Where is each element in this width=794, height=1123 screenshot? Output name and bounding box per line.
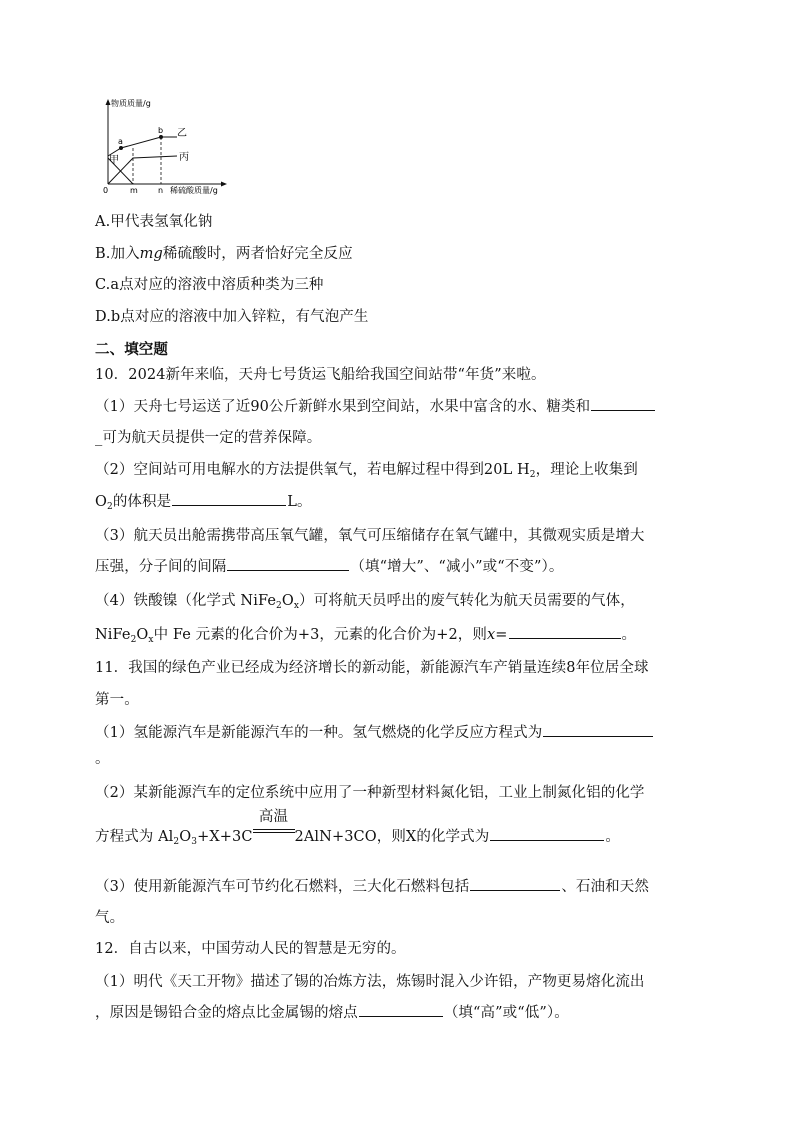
q10-part3-line2: 压强，分子间的间隔 （填“增大”、“减小”或“不变”）。	[95, 555, 563, 576]
q12-stem: 12．自古以来，中国劳动人民的智慧是无穷的。	[95, 941, 406, 957]
label-jia: 甲	[109, 155, 119, 166]
answer-blank[interactable]	[543, 722, 653, 737]
equation-condition-bars	[253, 809, 295, 841]
option-a: A.甲代表氢氧化钠	[95, 214, 213, 230]
option-c: C.a点对应的溶液中溶质种类为三种	[95, 277, 324, 293]
q11-part1-line1: （1）氢能源汽车是新能源汽车的一种。氢气燃烧的化学反应方程式为	[95, 721, 654, 742]
q11-part3-line2: 气。	[95, 910, 125, 926]
q10-part4-line1: （4）铁酸镍（化学式 $NiFe_2O_x$）可将航天员呼出的废气转化为航天员需要的气体，	[95, 593, 635, 611]
q11-stem-line2: 第一。	[95, 692, 139, 708]
answer-blank[interactable]	[509, 624, 621, 639]
option-d: D.b点对应的溶液中加入锌粒，有气泡产生	[95, 309, 369, 325]
q10-part2-line2: $O_2$的体积是 L。	[95, 490, 312, 512]
y-axis-label: 物质质量/g	[111, 99, 151, 108]
answer-blank[interactable]	[470, 876, 560, 891]
q10-part1-line1: （1）天舟七号运送了近90公斤新鲜水果到空间站，水果中富含的水、糖类和	[95, 395, 656, 416]
point-a-label: a	[118, 137, 123, 146]
x-axis-label: 稀硫酸质量/g	[170, 186, 218, 195]
q12-part1-line2: ，原因是锡铅合金的熔点比金属锡的熔点 （填“高”或“低”）。	[95, 1001, 569, 1022]
origin-label: 0	[103, 186, 109, 195]
point-a	[119, 146, 123, 150]
condition-high-temp: 高温	[258, 809, 289, 825]
q10-part1-line2: _可为航天员提供一定的营养保障。	[95, 430, 322, 446]
label-yi: 乙	[177, 128, 187, 139]
q11-part3-line1: （3）使用新能源汽车可节约化石燃料，三大化石燃料包括 、石油和天然	[95, 875, 649, 896]
point-b-label: b	[158, 126, 164, 135]
q10-stem: 10．2024新年来临，天舟七号货运飞船给我国空间站带“年货”来啦。	[95, 367, 546, 383]
x-axis-arrow	[221, 182, 227, 187]
q12-part1-line1: （1）明代《天工开物》描述了锡的冶炼方法，炼锡时混入少许铅，产物更易熔化流出	[95, 974, 645, 990]
point-b	[159, 135, 163, 139]
section-title: 二、填空题	[95, 342, 168, 358]
q10-part4-line2: $NiFe_2O_x$中 Fe 元素的化合价为+3，元素的化合价为+2，则x= 。	[95, 623, 636, 645]
answer-blank[interactable]	[359, 1002, 443, 1017]
answer-blank[interactable]	[172, 491, 286, 506]
option-b: B.加入mg稀硫酸时，两者恰好完全反应	[95, 246, 353, 262]
mass-graph	[95, 96, 255, 196]
q10-part2-line1: （2）空间站可用电解水的方法提供氧气，若电解过程中得到20L $H_2$，理论上收集到	[95, 462, 638, 480]
tick-m: m	[130, 186, 138, 195]
q11-part1-line2: 。	[95, 751, 110, 767]
answer-blank[interactable]	[490, 826, 604, 841]
y-axis-arrow	[106, 99, 111, 105]
answer-blank[interactable]	[591, 396, 655, 411]
tick-n: n	[158, 186, 164, 195]
q11-stem-line1: 11．我国的绿色产业已经成为经济增长的新动能，新能源汽车产销量连续8年位居全球	[95, 660, 649, 676]
q11-part2-line1: （2）某新能源汽车的定位系统中应用了一种新型材料氮化铝，工业上制氮化铝的化学	[95, 785, 645, 801]
label-bing: 丙	[179, 152, 189, 163]
q11-part2-line2: 方程式为 $Al_2O_3+X+3C$ 高温 2AlN+3CO，则X的化学式为 。	[95, 825, 620, 847]
answer-blank[interactable]	[227, 556, 349, 571]
q10-part3-line1: （3）航天员出舱需携带高压氧气罐，氧气可压缩储存在氧气罐中，其微观实质是增大	[95, 528, 645, 544]
